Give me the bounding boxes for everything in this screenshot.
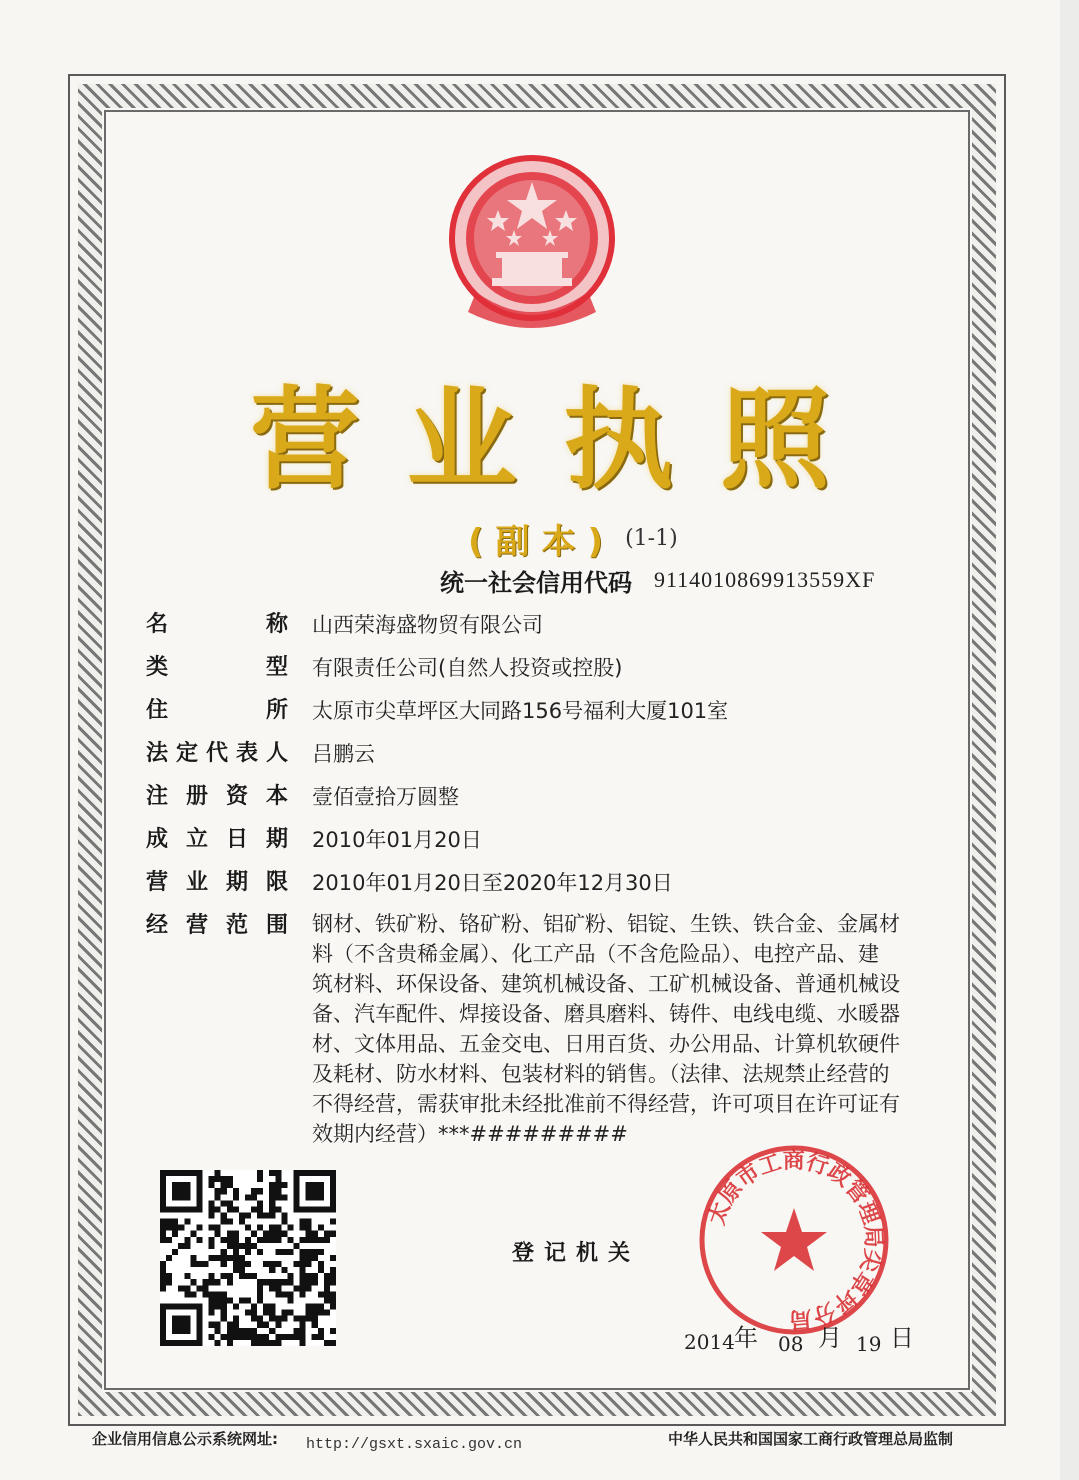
label-char: 立 xyxy=(185,827,208,852)
field-label xyxy=(146,651,288,685)
scope-line: 不得经营，需获审批未经批准前不得经营，许可项目在许可证有 xyxy=(312,1092,900,1116)
label-char: 业 xyxy=(185,870,208,895)
label-char: 营 xyxy=(146,870,169,895)
field-established-date xyxy=(146,823,956,857)
scope-line: 材、文体用品、五金交电、日用百货、办公用品、计算机软硬件 xyxy=(312,1032,900,1056)
registered-capital: 壹佰壹拾万圆整 xyxy=(312,785,459,809)
label-char: 定 xyxy=(175,741,198,766)
field-type xyxy=(146,651,956,685)
label-char: 住 xyxy=(146,698,169,723)
official-seal-icon xyxy=(696,1142,892,1338)
label-char: 称 xyxy=(265,612,288,637)
label-char: 范 xyxy=(225,913,248,938)
seal-text: 太原市工商行政管理局尖草坪分局 xyxy=(704,1148,886,1332)
day-char: 日 xyxy=(890,1324,914,1352)
field-label xyxy=(146,866,288,900)
registration-authority: 登记机关 xyxy=(512,1241,641,1266)
label-char: 法 xyxy=(146,741,169,766)
field-name xyxy=(146,608,956,642)
label-char: 代 xyxy=(205,741,228,766)
issue-month: 08 xyxy=(778,1332,804,1356)
footer-url-link[interactable]: http://gsxt.sxaic.gov.cn xyxy=(306,1436,523,1453)
scope-line: 钢材、铁矿粉、铬矿粉、铝矿粉、铝锭、生铁、铁合金、金属材 xyxy=(312,912,900,936)
company-type: 有限责任公司(自然人投资或控股) xyxy=(312,656,623,680)
field-label xyxy=(146,608,288,642)
label-char: 本 xyxy=(265,784,288,809)
field-label xyxy=(146,737,288,771)
label-char: 经 xyxy=(146,913,169,938)
company-address: 太原市尖草坪区大同路156号福利大厦101室 xyxy=(312,699,729,723)
business-term: 2010年01月20日至2020年12月30日 xyxy=(312,871,673,895)
established-date: 2010年01月20日 xyxy=(312,828,482,852)
issue-year: 2014 xyxy=(684,1330,735,1354)
label-char: 成 xyxy=(146,827,169,852)
national-emblem-icon xyxy=(446,152,618,334)
copy-number: (1-1) xyxy=(625,525,678,551)
scope-line: 效期内经营）***######### xyxy=(312,1122,628,1146)
issue-date xyxy=(682,1318,912,1358)
year-char: 年 xyxy=(734,1324,758,1352)
business-scope xyxy=(312,909,956,1149)
footer-website-label: 企业信用信息公示系统网址: xyxy=(92,1430,278,1448)
month-char: 月 xyxy=(818,1324,842,1352)
scope-line: 及耗材、防水材料、包装材料的销售。（法律、法规禁止经营的 xyxy=(312,1062,890,1086)
label-char: 所 xyxy=(265,698,288,723)
copy-subtitle xyxy=(468,516,678,560)
label-char: 限 xyxy=(265,870,288,895)
company-name: 山西荣海盛物贸有限公司 xyxy=(312,613,543,637)
title-char: 营 xyxy=(250,376,360,504)
title-char: 执 xyxy=(563,376,674,504)
license-title xyxy=(250,376,830,504)
title-char: 照 xyxy=(719,376,830,504)
label-char: 表 xyxy=(235,741,258,766)
label-char: 日 xyxy=(225,827,248,852)
label-char: 册 xyxy=(185,784,208,809)
license-fields xyxy=(146,608,956,1158)
label-char: 资 xyxy=(225,784,248,809)
label-char: 型 xyxy=(265,655,288,680)
field-business-scope xyxy=(146,909,956,1149)
field-label xyxy=(146,823,288,857)
label-char: 注 xyxy=(146,784,169,809)
field-business-term xyxy=(146,866,956,900)
issue-day: 19 xyxy=(856,1332,882,1356)
credit-code-row xyxy=(440,562,875,598)
label-char: 期 xyxy=(265,827,288,852)
credit-code-value: 9114010869913559XF xyxy=(654,567,876,592)
legal-representative: 吕鹏云 xyxy=(312,742,375,766)
scope-line: 料（不含贵稀金属）、化工产品（不含危险品）、电控产品、建 xyxy=(312,942,879,966)
duplicate-label: (副本) xyxy=(468,521,616,562)
field-label xyxy=(146,909,288,943)
field-registered-capital xyxy=(146,780,956,814)
field-address xyxy=(146,694,956,728)
label-char: 围 xyxy=(265,913,288,938)
field-legal-representative xyxy=(146,737,956,771)
label-char: 名 xyxy=(146,612,169,637)
field-label xyxy=(146,780,288,814)
title-char: 业 xyxy=(406,376,517,504)
footer-issuer: 中华人民共和国国家工商行政管理总局监制 xyxy=(668,1430,954,1448)
credit-code-label: 统一社会信用代码 xyxy=(440,568,632,597)
scope-line: 筑材料、环保设备、建筑机械设备、工矿机械设备、普通机械设 xyxy=(312,972,900,996)
field-label xyxy=(146,694,288,728)
label-char: 类 xyxy=(146,655,169,680)
scope-line: 备、汽车配件、焊接设备、磨具磨料、铸件、电线电缆、水暖器 xyxy=(312,1002,900,1026)
label-char: 营 xyxy=(185,913,208,938)
label-char: 期 xyxy=(225,870,248,895)
label-char: 人 xyxy=(265,741,288,766)
qr-code-icon xyxy=(160,1170,336,1346)
